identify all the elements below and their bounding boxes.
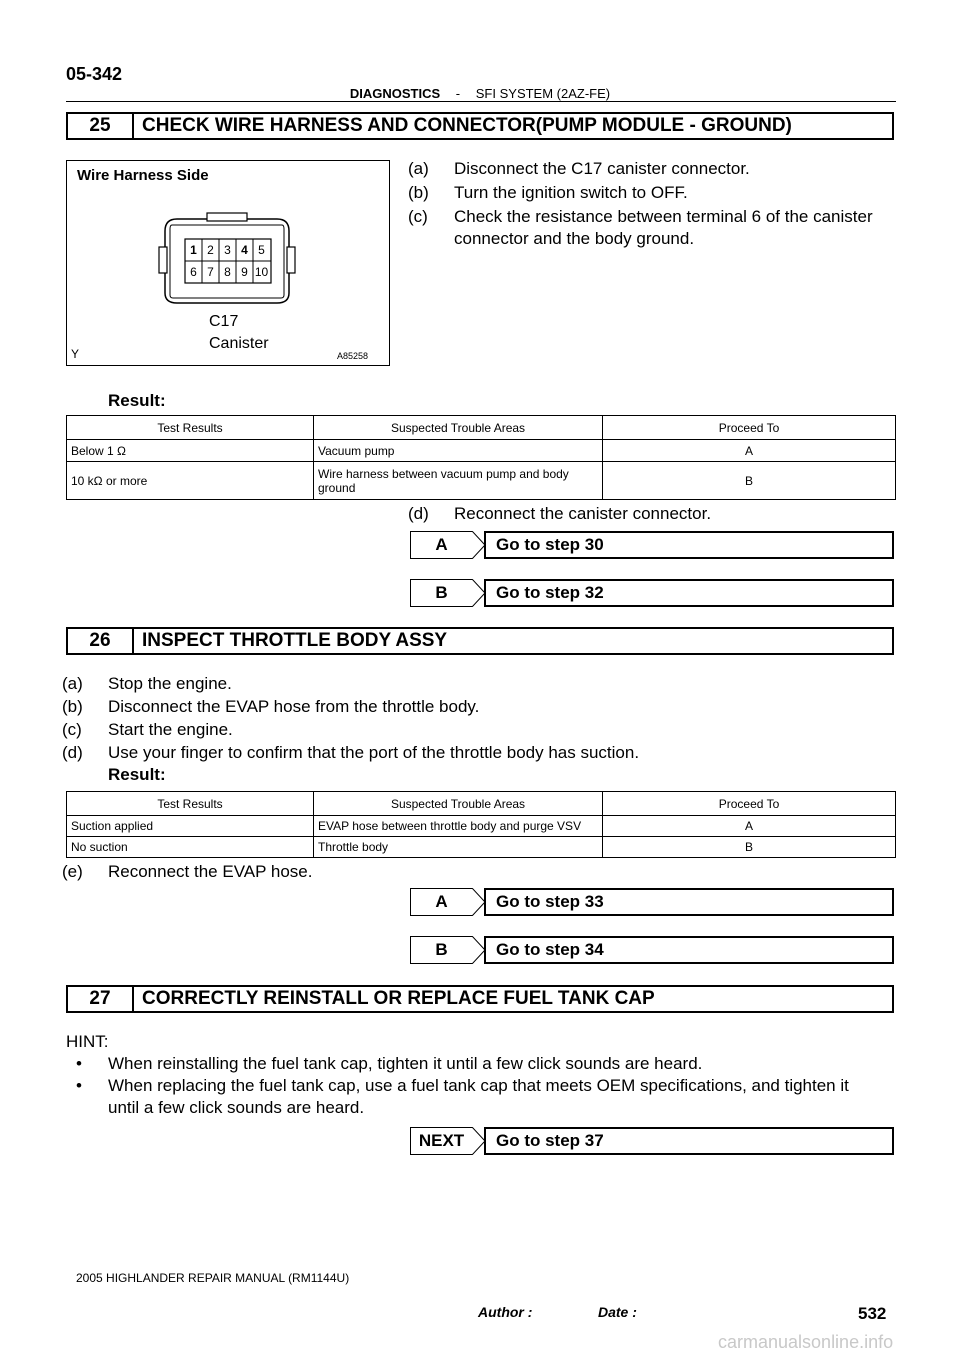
bullet-icon: •: [76, 1076, 82, 1095]
connector-id: C17: [209, 313, 239, 330]
result-label: Result:: [108, 391, 166, 410]
branch-target: Go to step 37: [484, 1127, 894, 1155]
page-header: [0, 86, 960, 101]
step-title: CORRECTLY REINSTALL OR REPLACE FUEL TANK CAP: [142, 988, 655, 1009]
pin-label: 3: [224, 243, 231, 257]
hint-block: [66, 1031, 906, 1119]
cell-proceed: B: [603, 462, 896, 500]
branch-target: Go to step 33: [484, 888, 894, 916]
branch-tag: B: [410, 936, 472, 964]
page-number: 532: [858, 1304, 887, 1323]
instruction-item: (b) Disconnect the EVAP hose from the throttle body.: [62, 697, 480, 716]
pin-label: 5: [258, 243, 265, 257]
pin-row-top: [185, 243, 271, 257]
step-number: 27: [68, 987, 134, 1011]
date-label: Date :: [598, 1304, 637, 1320]
pin-label: 2: [207, 243, 214, 257]
cell-area: EVAP hose between throttle body and purge VSV: [314, 816, 603, 837]
table-header-row: [67, 792, 896, 816]
instruction-item: (a) Disconnect the C17 canister connector.: [408, 159, 750, 178]
result-table: [66, 791, 896, 858]
branch-a[interactable]: [410, 888, 604, 916]
bullet-continuation: until a few click sounds are heard.: [108, 1098, 365, 1117]
step-26-bar: [66, 627, 894, 655]
connector-figure: [66, 160, 390, 366]
cell-result: 10 kΩ or more: [67, 462, 314, 500]
instruction-item: (b) Turn the ignition switch to OFF.: [408, 183, 688, 202]
instruction-item: (d) Use your finger to confirm that the port of the throttle body has suction.: [62, 743, 640, 762]
table-header: Proceed To: [603, 416, 896, 440]
table-header: Proceed To: [603, 792, 896, 816]
after-instruction: (d) Reconnect the canister connector.: [408, 504, 712, 523]
branch-a[interactable]: [410, 531, 604, 559]
step-number: 25: [68, 114, 134, 138]
branch-b[interactable]: [410, 579, 604, 607]
figure-code: A85258: [337, 351, 369, 361]
result-label: Result:: [108, 765, 166, 784]
cell-area: Vacuum pump: [314, 440, 603, 462]
branch-tag: A: [410, 888, 472, 916]
branch-next[interactable]: [410, 1127, 604, 1155]
table-header: Suspected Trouble Areas: [314, 792, 603, 816]
cell-result: No suction: [67, 837, 314, 858]
branch-target: Go to step 30: [484, 531, 894, 559]
corner-mark: Y: [71, 347, 80, 361]
result-table: [66, 415, 896, 500]
cell-area: Throttle body: [314, 837, 603, 858]
table-row: [67, 462, 896, 500]
table-header: Test Results: [67, 416, 314, 440]
pin-label: 6: [190, 265, 197, 279]
branch-b[interactable]: [410, 936, 604, 964]
cell-area: Wire harness between vacuum pump and body ground: [314, 462, 603, 500]
pin-label: 1: [190, 243, 197, 257]
step-number: 26: [68, 629, 134, 653]
pin-label: 7: [207, 265, 214, 279]
step-25-bar: [66, 112, 894, 140]
connector-name: Canister: [209, 335, 269, 352]
pin-label: 8: [224, 265, 231, 279]
bullet-icon: •: [76, 1054, 82, 1073]
instruction-item: (c) Start the engine.: [62, 720, 233, 739]
after-instruction: (e) Reconnect the EVAP hose.: [62, 862, 313, 881]
header-subsection: SFI SYSTEM (2AZ-FE): [475, 86, 611, 101]
branch-tag: NEXT: [410, 1127, 472, 1155]
bullet-item: • When replacing the fuel tank cap, use a fuel tank cap that meets OEM specifications, and tighten it: [66, 1075, 906, 1097]
pin-label: 10: [254, 265, 269, 279]
watermark: carmanualsonline.info: [718, 1332, 894, 1352]
cell-proceed: A: [603, 440, 896, 462]
step-26-instructions: [62, 673, 902, 786]
header-separator: -: [455, 86, 461, 101]
author-label: Author :: [478, 1304, 533, 1320]
figure-title: Wire Harness Side: [77, 167, 209, 184]
cell-proceed: B: [603, 837, 896, 858]
table-row: [67, 816, 896, 837]
branch-tag: B: [410, 579, 472, 607]
page-code: 05-342: [66, 64, 123, 84]
pin-label: 9: [241, 265, 248, 279]
header-section: DIAGNOSTICS: [349, 86, 441, 101]
cell-result: Below 1 Ω: [67, 440, 314, 462]
instruction-continuation: connector and the body ground.: [454, 229, 695, 248]
branch-target: Go to step 34: [484, 936, 894, 964]
instruction-item: (c) Check the resistance between terminal 6 of the canister: [408, 207, 873, 226]
cell-proceed: A: [603, 816, 896, 837]
bullet-item: • When reinstalling the fuel tank cap, tighten it until a few click sounds are heard.: [66, 1053, 906, 1075]
step-27-bar: [66, 985, 894, 1013]
table-row: [67, 440, 896, 462]
table-header-row: [67, 416, 896, 440]
branch-tag: A: [410, 531, 472, 559]
branch-target: Go to step 32: [484, 579, 894, 607]
pin-label: 4: [241, 243, 248, 257]
step-25-instructions: [408, 158, 898, 250]
pin-row-bottom: [185, 265, 271, 279]
step-title: INSPECT THROTTLE BODY ASSY: [142, 630, 448, 651]
step-title: CHECK WIRE HARNESS AND CONNECTOR(PUMP MODULE - GROUND): [142, 115, 792, 136]
table-header: Suspected Trouble Areas: [314, 416, 603, 440]
table-row: [67, 837, 896, 858]
instruction-item: (a) Stop the engine.: [62, 674, 232, 693]
table-header: Test Results: [67, 792, 314, 816]
hint-label: HINT:: [66, 1032, 109, 1051]
connector-diagram: [157, 207, 297, 307]
header-rule: [66, 101, 896, 102]
cell-result: Suction applied: [67, 816, 314, 837]
manual-title: 2005 HIGHLANDER REPAIR MANUAL (RM1144U): [76, 1271, 350, 1285]
